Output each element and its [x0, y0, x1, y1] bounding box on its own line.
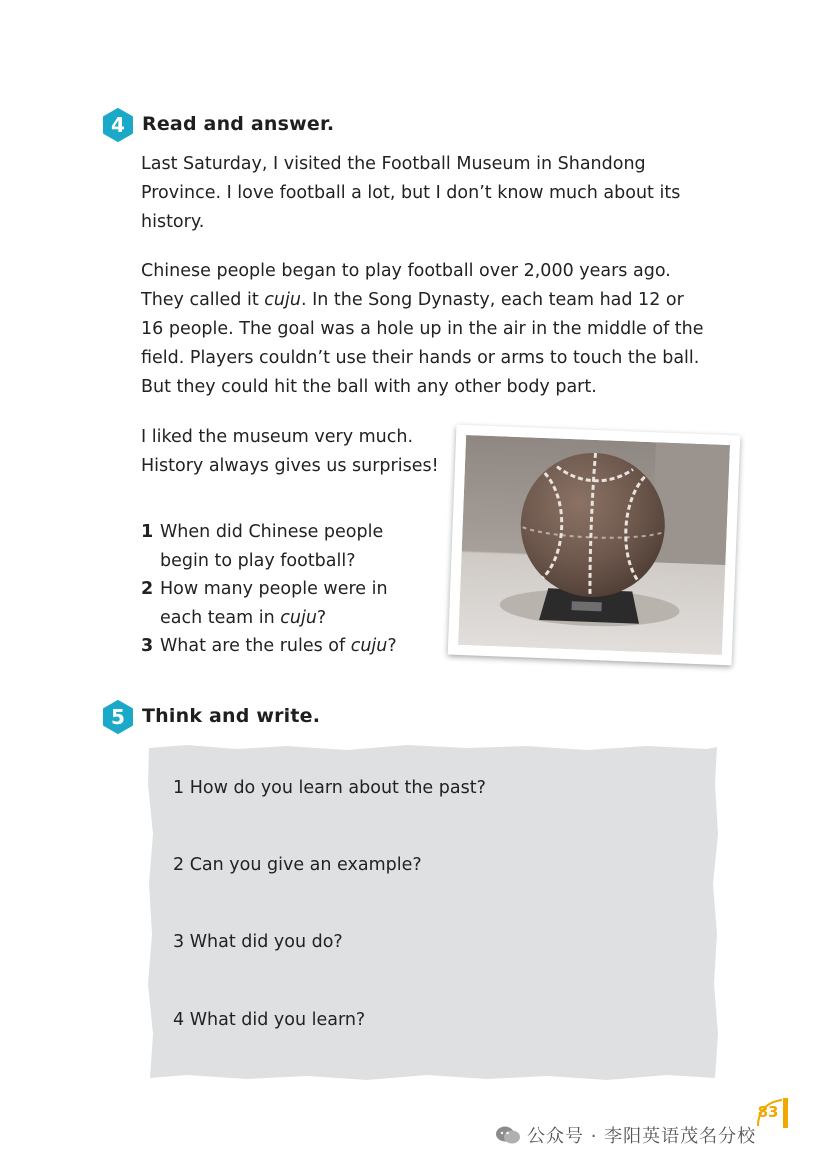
cuju-term: cuju: [350, 636, 388, 656]
write-question-3: 3 What did you do?: [173, 932, 343, 952]
text-line: history.: [141, 212, 205, 232]
write-question-4: 4 What did you learn?: [173, 1010, 366, 1030]
write-question-2: 2 Can you give an example?: [173, 855, 422, 875]
text-line: field. Players couldn’t use their hands or arms to touch the ball.: [141, 348, 700, 368]
text-span: What are the rules of: [160, 636, 351, 656]
text-line: Province. I love football a lot, but I don’t know much about its: [141, 183, 681, 203]
paragraph-2: [141, 257, 741, 402]
question-number: 1: [141, 522, 154, 542]
section-4-badge: [101, 108, 135, 142]
question-list: [141, 518, 441, 661]
text-line: 16 people. The goal was a hole up in the air in the middle of the: [141, 319, 704, 339]
paragraph-3: [141, 423, 451, 481]
question-line: How many people were in: [160, 579, 388, 599]
section-4-number: 4: [111, 113, 125, 137]
cuju-term: cuju: [280, 607, 317, 628]
paragraph-1: [141, 150, 741, 237]
text-line: History always gives us surprises!: [141, 456, 439, 476]
text-line: Last Saturday, I visited the Football Museum in Shandong: [141, 154, 646, 174]
section-4-title: Read and answer.: [142, 113, 335, 135]
question-line: [160, 632, 441, 661]
question-line: When did Chinese people: [160, 522, 384, 542]
question-item-1: [141, 518, 441, 575]
question-item-2: [141, 575, 441, 632]
text-line: [141, 286, 741, 315]
section-5-title: Think and write.: [142, 705, 321, 727]
question-line: [160, 604, 441, 633]
text-line: I liked the museum very much.: [141, 427, 414, 447]
question-item-3: [141, 632, 441, 661]
text-span: each team in: [160, 607, 281, 628]
text-line: Chinese people began to play football over 2,000 years ago.: [141, 261, 671, 281]
cuju-ball-image: [458, 435, 730, 655]
text-span: They called it: [141, 290, 265, 310]
wechat-icon: [495, 1125, 521, 1145]
text-line: But they could hit the ball with any other body part.: [141, 377, 597, 397]
question-number: 3: [141, 636, 154, 656]
text-span: . In the Song Dynasty, each team had 12 or: [300, 290, 684, 310]
watermark-text: 公众号 · 李阳英语茂名分校: [527, 1126, 757, 1147]
writing-box[interactable]: [147, 744, 719, 1081]
question-number: 2: [141, 579, 154, 599]
page-number: [752, 1098, 792, 1128]
cuju-ball-photo: [448, 425, 741, 666]
watermark: [495, 1122, 756, 1148]
section-5-badge: [101, 700, 135, 734]
page-number-text: 83: [757, 1103, 779, 1121]
text-span: ?: [387, 636, 397, 656]
text-span: ?: [316, 607, 327, 628]
question-line: begin to play football?: [160, 550, 356, 571]
section-5-number: 5: [111, 705, 125, 729]
write-question-1: 1 How do you learn about the past?: [173, 778, 486, 798]
cuju-term: cuju: [264, 290, 301, 310]
